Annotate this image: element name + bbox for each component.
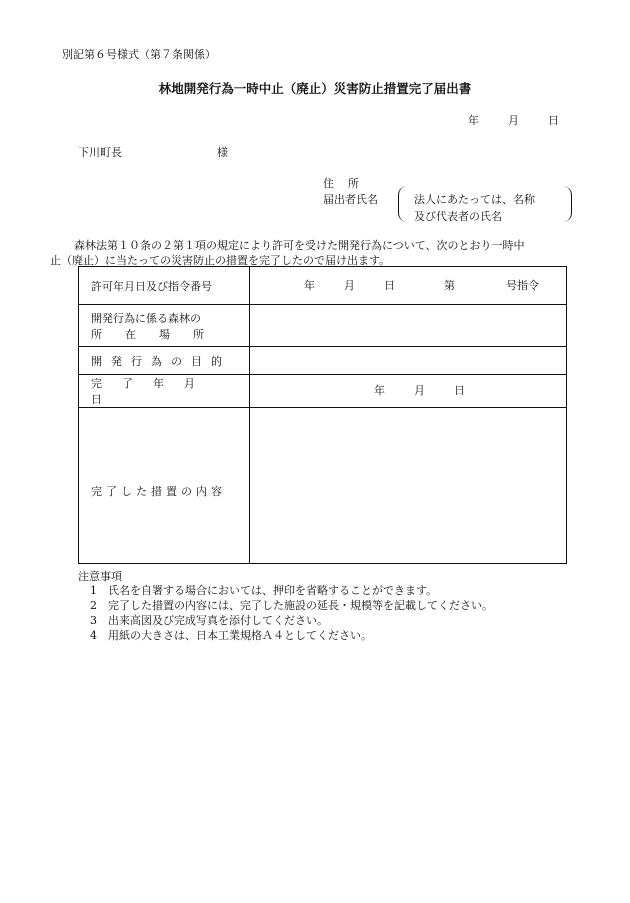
form-reference: 別記第６号様式（第７条関係） [62, 48, 216, 61]
completion-date-label-cell [79, 375, 250, 408]
body-paragraph [50, 238, 588, 268]
notes-title: 注意事項 [78, 570, 122, 583]
completion-year-label: 年 [374, 384, 385, 397]
document-title: 林地開発行為一時中止（廃止）災害防止措置完了届出書 [158, 81, 472, 96]
purpose-label: 開発行為の目的 [91, 354, 231, 368]
addressee-name: 下川町長 [78, 146, 122, 159]
notification-table [78, 266, 567, 564]
list-item: 1 氏名を自署する場合においては、押印を省略することができます。 [90, 584, 438, 597]
corporate-note-line2: 及び代表者の氏名 [414, 210, 502, 223]
permit-order-label: 号指令 [506, 278, 539, 292]
permit-year-label: 年 [304, 278, 315, 292]
table-row [79, 347, 567, 375]
permit-dai-label: 第 [444, 278, 455, 292]
table-row [79, 267, 567, 305]
purpose-value-cell[interactable] [250, 347, 567, 375]
forest-location-label-cell [79, 305, 250, 347]
completion-date-label: 完了年月日 [91, 377, 215, 406]
permit-date-value-cell[interactable] [250, 267, 567, 305]
measures-label: 完了した措置の内容 [91, 484, 226, 498]
corporate-note-line1: 法人にあたっては、名称 [414, 193, 535, 206]
list-item: 3 出来高図及び完成写真を添付してください。 [90, 614, 328, 627]
date-month-label: 月 [508, 114, 519, 127]
addressee-honorific: 様 [217, 146, 228, 159]
applicant-name-label: 届出者氏名 [323, 193, 378, 206]
body-line1: 森林法第１０条の２第１項の規定により許可を受けた開発行為について、次のとおり一時中 [74, 239, 525, 252]
permit-day-label: 日 [384, 278, 395, 292]
forest-location-label-line2: 所在場所 [91, 327, 227, 341]
completion-month-label: 月 [414, 384, 425, 397]
list-item: 4 用紙の大きさは、日本工業規格Ａ４としてください。 [90, 629, 372, 642]
completion-day-label: 日 [454, 384, 465, 397]
permit-date-label: 許可年月日及び指令番号 [91, 279, 212, 293]
addressee [78, 144, 228, 160]
permit-date-label-cell [79, 267, 250, 305]
list-item: 2 完了した措置の内容には、完了した施設の延長・規模等を記載してください。 [90, 599, 493, 612]
forest-location-value-cell[interactable] [250, 305, 567, 347]
permit-month-label: 月 [344, 278, 355, 292]
address-label: 住所 [323, 177, 373, 190]
forest-location-label-line1: 開発行為に係る森林の [91, 311, 201, 325]
purpose-label-cell [79, 347, 250, 375]
table-row [79, 408, 567, 564]
table-row [79, 375, 567, 408]
completion-date-value-cell[interactable] [250, 375, 567, 408]
table-row [79, 305, 567, 347]
date-day-label: 日 [548, 114, 559, 127]
body-line2: 止（廃止）に当たっての災害防止の措置を完了したので届け出ます。 [50, 254, 391, 267]
date-year-label: 年 [468, 114, 479, 127]
measures-label-cell [79, 408, 250, 564]
corporate-note [414, 191, 535, 225]
notes-list [90, 583, 493, 643]
measures-value-cell[interactable] [250, 408, 567, 564]
